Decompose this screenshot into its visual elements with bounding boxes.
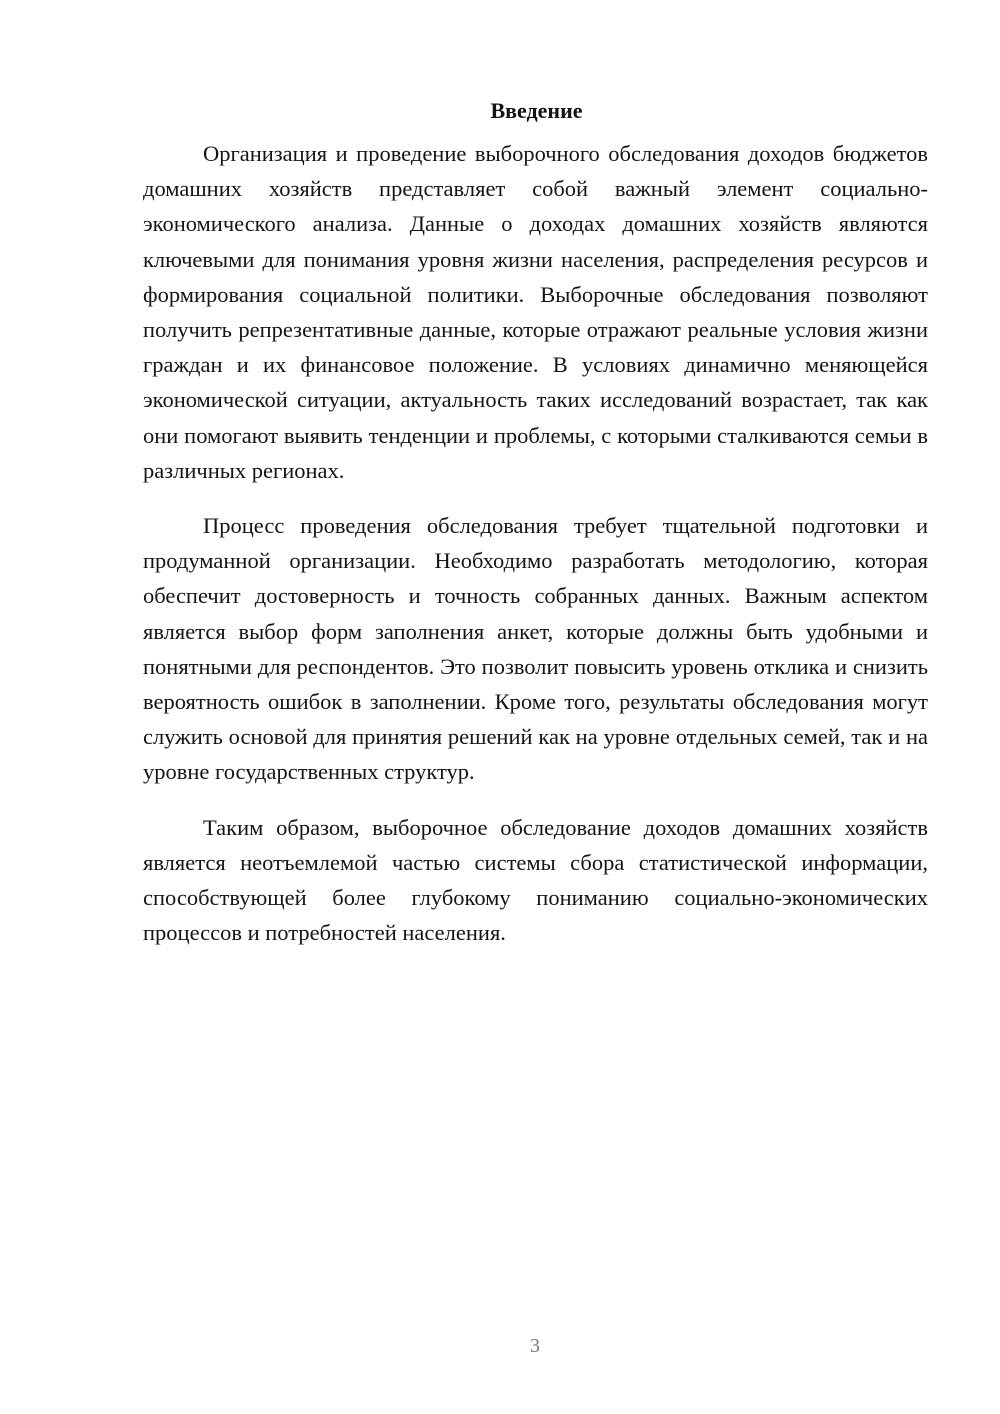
paragraph-1: Организация и проведение выборочного обследования доходов бюджетов домашних хозяйств представляет собой важный элемент социально-экономического анализа. Данные о доходах домашних хозяйств являются ключевыми для понимания уровня жизни населения, распределения ресурсов и формирования социальной политики. Выборочные обследования позволяют получить репрезентативные данные, которые отражают реальные условия жизни граждан и их финансовое положение. В условиях динамично меняющейся экономической ситуации, актуальность таких исследований возрастает, так как они помогают выявить тенденции и проблемы, с которыми сталкиваются семьи в различных регионах. — [143, 141, 928, 483]
page-number: 3 — [530, 1335, 540, 1357]
section-heading: Введение — [490, 98, 583, 123]
page-body — [143, 96, 928, 950]
paragraph-2: Процесс проведения обследования требует тщательной подготовки и продуманной организации. Необходимо разработать методологию, которая обеспечит достоверность и точность собранных данных. Важным аспектом является выбор форм заполнения анкет, которые должны быть удобными и понятными для респондентов. Это позволит повысить уровень отклика и снизить вероятность ошибок в заполнении. Кроме того, результаты обследования могут служить основой для принятия решений как на уровне отдельных семей, так и на уровне государственных структур. — [143, 513, 928, 785]
paragraph-3: Таким образом, выборочное обследование доходов домашних хозяйств является неотъемлемой частью системы сбора статистической информации, способствующей более глубокому пониманию социально-экономических процессов и потребностей населения. — [143, 814, 928, 946]
